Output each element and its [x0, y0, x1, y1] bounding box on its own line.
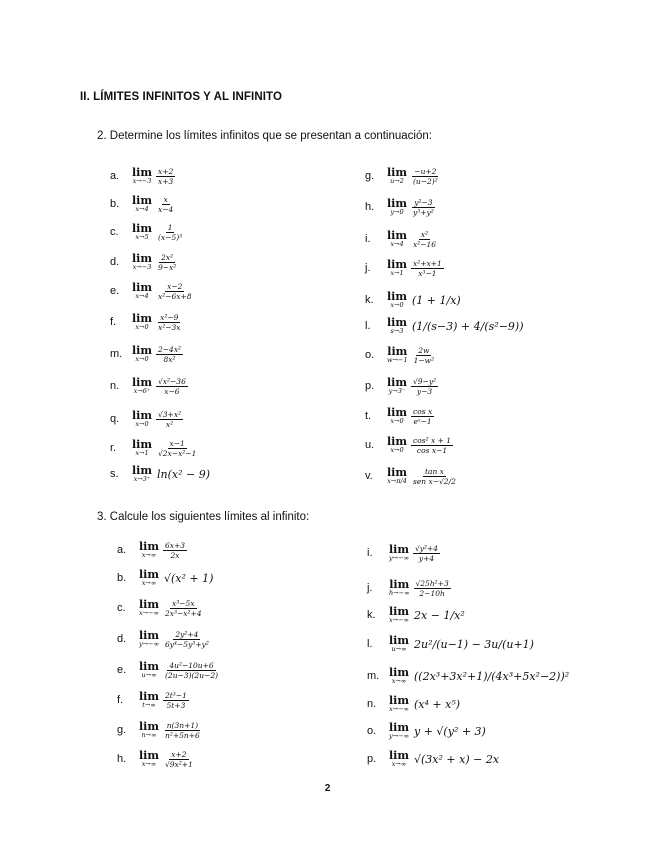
limit-word: lim	[387, 229, 407, 242]
limit-operator	[139, 750, 159, 768]
limit-word: lim	[387, 258, 407, 271]
denominator: 2x	[170, 550, 180, 560]
limit-exercise	[367, 603, 465, 627]
denominator: (2u−3)(2u−2)	[165, 670, 219, 680]
numerator: x+2	[171, 749, 187, 759]
limit-exercise	[365, 164, 440, 188]
limit-word: lim	[387, 290, 407, 303]
limit-subscript: x→∞	[391, 760, 407, 768]
limit-operator	[387, 317, 407, 335]
limit-subscript: x→1	[390, 269, 404, 277]
limit-word: lim	[389, 666, 409, 679]
denominator: 2x³−x²+4	[165, 608, 202, 618]
numerator: 2−4x²	[158, 344, 182, 354]
limit-operator	[132, 465, 152, 483]
limit-operator	[389, 579, 410, 597]
limit-subscript: y→0	[390, 208, 404, 216]
limit-exercise	[367, 692, 460, 716]
limit-operator	[139, 599, 159, 617]
numerator: √25h²+3	[415, 578, 449, 588]
limit-operator	[132, 439, 152, 457]
exercise-label: o.	[367, 725, 377, 737]
limit-word: lim	[389, 749, 409, 762]
exercise-label: b.	[110, 198, 120, 210]
numerator: x+2	[158, 166, 174, 176]
section-title: II. LÍMITES INFINITOS Y AL INFINITO	[80, 91, 283, 103]
denominator: x³−1	[418, 268, 437, 278]
exercise-label: c.	[110, 226, 119, 238]
fraction	[414, 579, 451, 598]
limit-operator	[132, 282, 152, 300]
exercise-label: f.	[110, 316, 117, 328]
fraction	[412, 346, 436, 365]
exercise-label: h.	[365, 201, 375, 213]
limit-word: lim	[139, 749, 159, 762]
denominator: √2x−x²−1	[158, 448, 197, 458]
denominator: 8x²	[163, 354, 176, 364]
limit-exercise	[110, 374, 188, 398]
fraction	[163, 630, 211, 649]
limit-operator	[387, 467, 407, 485]
limit-exercise	[365, 314, 524, 338]
limit-operator	[389, 750, 409, 768]
exercise-label: l.	[367, 638, 373, 650]
limit-exercise	[365, 256, 444, 280]
limit-exercise	[367, 747, 499, 771]
numerator: tan x	[424, 466, 444, 476]
limit-subscript: x→−∞	[389, 616, 409, 624]
fraction	[411, 407, 434, 426]
limit-word: lim	[389, 578, 410, 591]
fraction	[163, 541, 187, 560]
limit-operator	[132, 223, 152, 241]
limit-operator	[389, 722, 409, 740]
limit-exercise	[117, 538, 187, 562]
limit-word: lim	[132, 464, 152, 477]
numerator: x−1	[169, 438, 185, 448]
limit-subscript: x→∞	[391, 677, 407, 685]
exercise-label: m.	[367, 670, 380, 682]
denominator: x²−6x+8	[158, 291, 192, 301]
expression: (x⁴ + x⁵)	[414, 697, 461, 711]
limit-subscript: u→∞	[391, 645, 407, 653]
exercise-label: m.	[110, 348, 123, 360]
numerator: cos x	[413, 406, 433, 416]
exercise-label: d.	[110, 256, 120, 268]
denominator: x²−16	[413, 239, 437, 249]
denominator: 5t+3	[166, 700, 186, 710]
numerator: x²−9	[160, 312, 179, 322]
limit-subscript: x→6⁺	[133, 387, 151, 395]
limit-word: lim	[389, 721, 409, 734]
limit-word: lim	[139, 540, 159, 553]
limit-word: lim	[387, 166, 407, 179]
denominator: sen x−√2/2	[413, 476, 456, 486]
numerator: 2t³−1	[165, 690, 187, 700]
exercise-label: f.	[117, 694, 124, 706]
exercise-label: s.	[110, 468, 119, 480]
limit-word: lim	[139, 568, 159, 581]
limit-subscript: x→∞	[141, 579, 157, 587]
limit-word: lim	[139, 660, 159, 673]
exercise-label: j.	[365, 262, 371, 274]
exercise-label: b.	[117, 572, 127, 584]
exercise-label: i.	[365, 233, 371, 245]
limit-subscript: x→0	[135, 323, 149, 331]
limit-word: lim	[387, 376, 407, 389]
fraction	[411, 467, 458, 486]
numerator: 6x+3	[165, 540, 186, 550]
exercise-label: p.	[365, 380, 375, 392]
fraction	[163, 661, 220, 680]
limit-operator	[132, 410, 152, 428]
limit-word: lim	[132, 252, 152, 265]
numerator: x	[163, 194, 168, 204]
limit-exercise	[367, 576, 451, 600]
limit-exercise	[365, 404, 434, 428]
exercise-label: k.	[365, 294, 374, 306]
fraction	[156, 223, 184, 242]
fraction	[156, 345, 183, 364]
limit-word: lim	[139, 629, 159, 642]
limit-exercise	[367, 719, 486, 743]
limit-exercise	[365, 195, 436, 219]
limit-subscript: x→0	[390, 301, 404, 309]
limit-exercise	[367, 632, 534, 656]
limit-word: lim	[387, 345, 408, 358]
limit-operator	[387, 407, 407, 425]
limit-subscript: x→−∞	[389, 705, 409, 713]
exercise-label: a.	[110, 170, 120, 182]
limit-operator	[132, 377, 152, 395]
fraction	[156, 410, 183, 429]
limit-subscript: x→4	[390, 240, 404, 248]
limit-exercise	[117, 627, 211, 651]
numerator: x²	[420, 229, 429, 239]
limit-subscript: x→5	[135, 233, 149, 241]
expression: ln(x² − 9)	[157, 467, 211, 481]
limit-operator	[387, 198, 407, 216]
limit-operator	[389, 695, 409, 713]
page-number: 2	[324, 783, 331, 794]
exercise-label: q.	[110, 413, 120, 425]
denominator: (u−2)²	[413, 176, 438, 186]
exercise-label: a.	[117, 544, 127, 556]
limit-exercise	[117, 596, 204, 620]
numerator: 4u²−10u+6	[169, 660, 214, 670]
denominator: 6y⁴−5y³+y²	[165, 639, 209, 649]
limit-exercise	[365, 343, 436, 367]
limit-word: lim	[132, 438, 152, 451]
expression: 2u²/(u−1) − 3u/(u+1)	[414, 637, 534, 651]
limit-operator	[139, 569, 159, 587]
fraction	[156, 377, 188, 396]
limit-operator	[387, 230, 407, 248]
denominator: x+3	[158, 176, 174, 186]
exercise-label: h.	[117, 753, 127, 765]
fraction	[156, 282, 194, 301]
limit-subscript: x→0	[390, 446, 404, 454]
limit-word: lim	[132, 166, 152, 179]
expression: ((2x³+3x²+1)/(4x³+5x²−2))²	[414, 669, 570, 683]
denominator: y−3	[416, 386, 433, 396]
limit-subscript: x→1	[135, 449, 149, 457]
limit-subscript: x→3⁺	[133, 475, 151, 483]
fraction	[411, 259, 444, 278]
fraction	[163, 750, 195, 769]
limit-operator	[389, 606, 409, 624]
limit-subscript: x→0	[390, 417, 404, 425]
limit-subscript: y→−∞	[389, 732, 409, 740]
limit-operator	[139, 541, 159, 559]
exercise-label: t.	[365, 410, 372, 422]
denominator: x−4	[158, 204, 174, 214]
limit-exercise	[117, 566, 213, 590]
fraction	[411, 198, 436, 217]
limit-exercise	[110, 164, 175, 188]
limit-subscript: s→3	[390, 327, 404, 335]
limit-exercise	[110, 220, 184, 244]
limit-operator	[139, 661, 159, 679]
limit-word: lim	[389, 634, 409, 647]
numerator: x−2	[167, 281, 183, 291]
denominator: (x−5)³	[158, 232, 183, 242]
exercise-label: r.	[110, 442, 117, 454]
numerator: 2w	[418, 345, 430, 355]
limit-subscript: u→2	[390, 177, 404, 185]
limit-subscript: y→−∞	[139, 640, 159, 648]
limit-operator	[132, 345, 152, 363]
exercise-label: n.	[367, 698, 377, 710]
limit-subscript: t→∞	[142, 701, 156, 709]
denominator: 1−w²	[413, 355, 435, 365]
limit-exercise	[365, 374, 438, 398]
limit-exercise	[110, 436, 198, 460]
fraction	[156, 167, 175, 186]
limit-exercise	[110, 342, 183, 366]
exercise-label: j.	[367, 582, 373, 594]
exercise-label: e.	[110, 285, 120, 297]
limit-word: lim	[132, 222, 152, 235]
limit-operator	[132, 167, 152, 185]
numerator: n(3n+1)	[166, 720, 199, 730]
denominator: x²	[165, 419, 174, 429]
limit-operator	[387, 377, 407, 395]
limit-exercise	[365, 227, 438, 251]
exercise-label: n.	[110, 380, 120, 392]
fraction	[411, 230, 438, 249]
denominator: y³+y²	[413, 207, 434, 217]
limit-exercise	[117, 747, 195, 771]
exercise-label: g.	[117, 724, 127, 736]
fraction	[411, 377, 438, 396]
denominator: eˣ−1	[413, 416, 432, 426]
limit-word: lim	[389, 543, 409, 556]
limit-operator	[387, 167, 407, 185]
limit-operator	[387, 346, 408, 364]
limit-subscript: y→3⁻	[388, 387, 406, 395]
expression: (1 + 1/x)	[412, 293, 461, 307]
exercise-label: i.	[367, 547, 373, 559]
fraction	[163, 721, 202, 740]
exercise-label: e.	[117, 664, 127, 676]
limit-subscript: x→4	[135, 292, 149, 300]
denominator: x²−3x	[158, 322, 181, 332]
fraction	[156, 313, 183, 332]
numerator: √9−y²	[413, 376, 437, 386]
limit-subscript: n→∞	[141, 731, 157, 739]
denominator: x−6	[164, 386, 180, 396]
limit-word: lim	[387, 197, 407, 210]
limit-operator	[389, 544, 409, 562]
limit-word: lim	[139, 598, 159, 611]
denominator: n²+5n+6	[165, 730, 200, 740]
limit-exercise	[365, 288, 461, 312]
limit-subscript: u→∞	[141, 671, 157, 679]
expression: √(3x² + x) − 2x	[414, 752, 500, 766]
numerator: cos² x + 1	[413, 435, 452, 445]
limit-word: lim	[387, 435, 407, 448]
expression: (1/(s−3) + 4/(s²−9))	[412, 319, 524, 333]
limit-operator	[387, 259, 407, 277]
exercise-label: g.	[365, 170, 375, 182]
limit-word: lim	[139, 720, 159, 733]
numerator: 1	[167, 222, 173, 232]
denominator: √9x²+1	[165, 759, 193, 769]
fraction	[156, 195, 175, 214]
limit-exercise	[117, 658, 220, 682]
numerator: x²+x+1	[413, 258, 442, 268]
limit-subscript: x→∞	[141, 551, 157, 559]
fraction	[156, 439, 198, 458]
numerator: 2y²+4	[175, 629, 199, 639]
limit-operator	[132, 195, 152, 213]
limit-subscript: h→−∞	[389, 589, 410, 597]
numerator: −u+2	[414, 166, 437, 176]
numerator: 2x²	[161, 252, 174, 262]
numerator: √x²−36	[158, 376, 186, 386]
expression: √(x² + 1)	[164, 571, 214, 585]
limit-exercise	[367, 541, 440, 565]
limit-word: lim	[387, 406, 407, 419]
limit-exercise	[110, 192, 175, 216]
limit-subscript: w→−1	[387, 356, 408, 364]
exercise-label: d.	[117, 633, 127, 645]
limit-subscript: x→∞	[141, 760, 157, 768]
expression: 2x − 1/x²	[414, 608, 465, 622]
denominator: 2−10h	[419, 588, 445, 598]
limit-word: lim	[387, 316, 407, 329]
exercise-label: k.	[367, 609, 376, 621]
limit-operator	[132, 253, 152, 271]
limit-operator	[139, 721, 159, 739]
limit-subscript: x→−3	[132, 177, 152, 185]
limit-word: lim	[132, 281, 152, 294]
limit-exercise	[110, 279, 194, 303]
limit-word: lim	[389, 694, 409, 707]
limit-operator	[387, 291, 407, 309]
limit-exercise	[117, 688, 189, 712]
limit-exercise	[110, 250, 178, 274]
limit-operator	[389, 635, 409, 653]
exercise-label: c.	[117, 602, 126, 614]
denominator: 9−x²	[158, 262, 177, 272]
fraction	[163, 691, 189, 710]
numerator: √y²+4	[415, 543, 439, 553]
limit-exercise	[110, 407, 183, 431]
limit-exercise	[110, 462, 210, 486]
limit-subscript: x→π/4	[387, 477, 407, 485]
exercise-label: p.	[367, 753, 377, 765]
limit-subscript: x→−3	[132, 263, 152, 271]
limit-word: lim	[132, 312, 152, 325]
limit-subscript: x→4	[135, 205, 149, 213]
numerator: y²−3	[414, 197, 433, 207]
question-3-title: 3. Calcule los siguientes límites al infinito:	[97, 511, 310, 523]
limit-word: lim	[387, 466, 407, 479]
limit-word: lim	[132, 376, 152, 389]
limit-word: lim	[132, 194, 152, 207]
question-2-title: 2. Determine los límites infinitos que se presentan a continuación:	[97, 130, 432, 142]
limit-subscript: y→−∞	[389, 554, 409, 562]
limit-word: lim	[389, 605, 409, 618]
fraction	[413, 544, 440, 563]
limit-exercise	[365, 464, 458, 488]
exercise-label: u.	[365, 439, 375, 451]
exercise-label: l.	[365, 320, 371, 332]
limit-operator	[132, 313, 152, 331]
exercise-label: v.	[365, 470, 373, 482]
limit-subscript: x→0	[135, 355, 149, 363]
numerator: √3+x²	[158, 409, 182, 419]
limit-word: lim	[139, 690, 159, 703]
limit-word: lim	[132, 344, 152, 357]
limit-operator	[139, 630, 159, 648]
limit-exercise	[110, 310, 183, 334]
exercise-label: o.	[365, 349, 375, 361]
limit-word: lim	[132, 409, 152, 422]
fraction	[163, 599, 204, 618]
fraction	[411, 436, 453, 455]
limit-subscript: x→−∞	[139, 609, 159, 617]
limit-exercise	[365, 433, 453, 457]
expression: y + √(y² + 3)	[414, 724, 486, 738]
limit-subscript: x→0	[135, 420, 149, 428]
limit-operator	[387, 436, 407, 454]
denominator: cos x−1	[416, 445, 448, 455]
limit-operator	[389, 667, 409, 685]
fraction	[156, 253, 178, 272]
numerator: x³−5x	[172, 598, 195, 608]
limit-exercise	[117, 718, 202, 742]
fraction	[411, 167, 440, 186]
denominator: y+4	[418, 553, 435, 563]
limit-exercise	[367, 664, 569, 688]
limit-operator	[139, 691, 159, 709]
